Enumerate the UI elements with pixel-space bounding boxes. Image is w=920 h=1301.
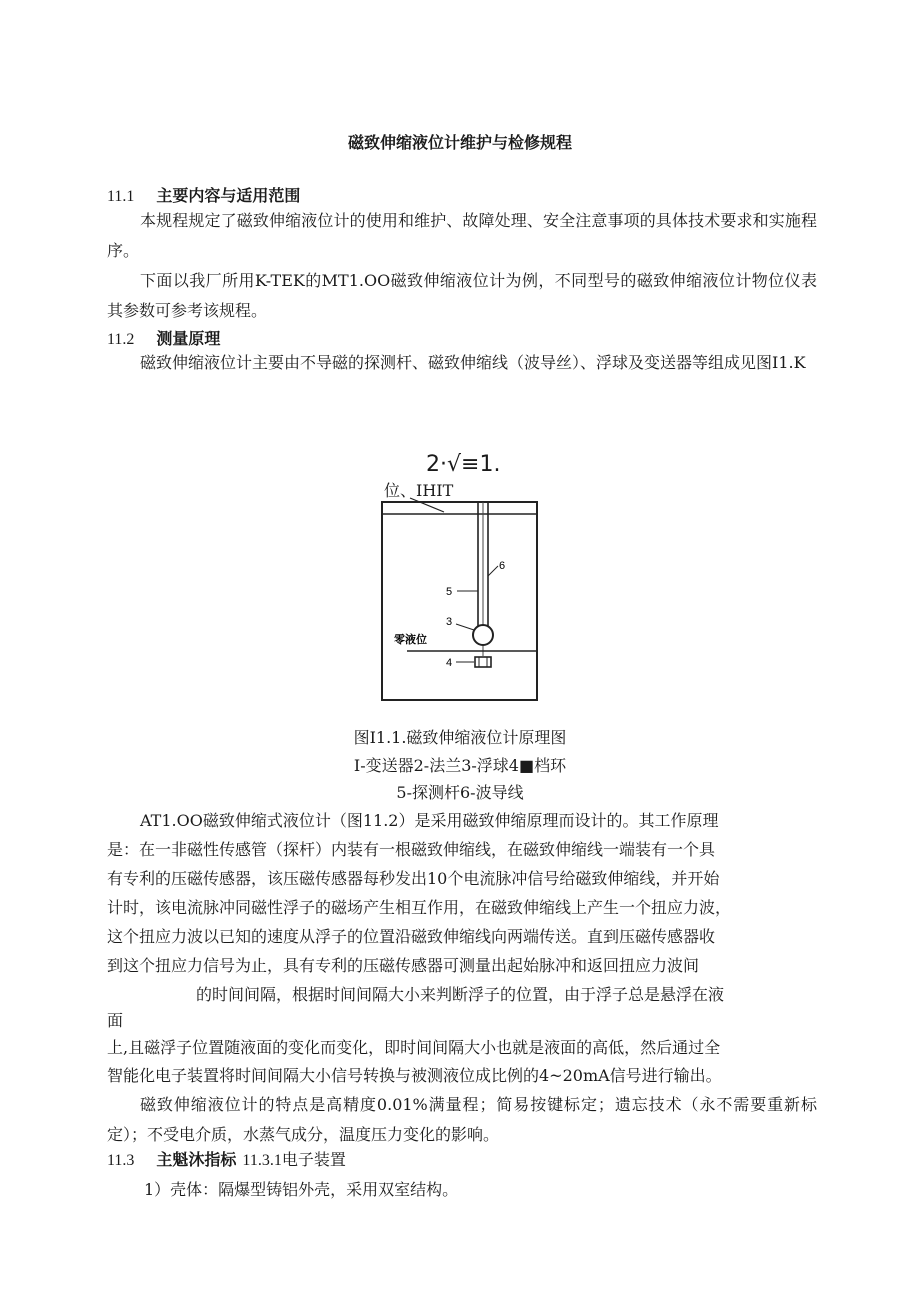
paragraph-example: 下面以我厂所用K-TEK的MT1.OO磁致伸缩液位计为例，不同型号的磁致伸缩液位计物位仪表其参数可参考该规程。 <box>107 271 817 320</box>
label-4: 4 <box>446 657 453 669</box>
paragraph-scope: 本规程规定了磁致伸缩液位计的使用和维护、故障处理、安全注意事项的具体技术要求和实施程序。 <box>107 211 817 260</box>
principle-line: 有专利的压磁传感器，该压磁传感器每秒发出10个电流脉冲信号给磁致伸缩线，并开始 <box>107 869 720 888</box>
subsection-title: 11.3.1电子装置 <box>242 1152 346 1169</box>
section-number: 11.3 <box>107 1152 135 1169</box>
principle-line: AT1.OO磁致伸缩式液位计（图11.2）是采用磁致伸缩原理而设计的。其工作原理 <box>140 811 719 830</box>
list-item-housing: 1）壳体：隔爆型铸铝外壳，采用双室结构。 <box>144 1180 459 1199</box>
figure-caption: 图I1.1.磁致伸缩液位计原理图 <box>353 728 567 747</box>
leader-3 <box>456 624 474 630</box>
section-heading-11-2 <box>107 326 220 349</box>
transmitter-leader <box>410 498 444 512</box>
principle-line: 上,且磁浮子位置随液面的变化而变化，即时间间隔大小也就是液面的高低，然后通过全 <box>107 1038 721 1057</box>
principle-line: 计时，该电流脉冲同磁性浮子的磁场产生相互作用，在磁致伸缩线上产生一个扭应力波， <box>107 898 732 917</box>
stop-ring <box>475 657 491 667</box>
section-title: 主要内容与适用范围 <box>156 186 301 205</box>
principle-line: 智能化电子装置将时间间隔大小信号转换与被测液位成比例的4~20mA信号进行输出。 <box>107 1066 722 1085</box>
label-6: 6 <box>499 560 506 572</box>
figure-top-text: 2·√≡1. <box>426 452 501 477</box>
principle-line: 的时间间隔，根据时间间隔大小来判断浮子的位置，由于浮子总是悬浮在液 <box>196 985 725 1004</box>
leader-6 <box>488 566 498 576</box>
float-ball <box>473 625 493 645</box>
document-title: 磁致伸缩液位计维护与检修规程 <box>347 133 572 152</box>
figure-legend-1: I-变送器2-法兰3-浮球4■档环 <box>353 756 567 775</box>
paragraph-features: 磁致伸缩液位计的特点是高精度0.01%满量程；简易按键标定；遗忘技术（永不需要重新标定）；不受电介质，水蒸气成分，温度压力变化的影响。 <box>107 1095 817 1144</box>
principle-line: 到这个扭应力信号为止，具有专利的压磁传感器可测量出起始脉冲和返回扭应力波间 <box>107 956 700 975</box>
section-title: 主魁沐指标 <box>156 1150 237 1169</box>
section-heading-11-3 <box>107 1147 346 1170</box>
label-5: 5 <box>446 586 453 598</box>
principle-line: 是：在一非磁性传感管（探杆）内装有一根磁致伸缩线，在磁致伸缩线一端装有一个具 <box>107 840 716 859</box>
principle-line: 面 <box>107 1011 124 1030</box>
section-title: 测量原理 <box>156 329 221 348</box>
level-gauge-diagram <box>370 496 550 706</box>
section-heading-11-1 <box>107 183 300 206</box>
section-number: 11.2 <box>107 331 135 348</box>
paragraph-principle-intro: 磁致伸缩液位计主要由不导磁的探测杆、磁致伸缩线（波导丝）、浮球及变送器等组成见图I1.K <box>140 353 806 372</box>
figure-legend-2: 5-探测杆6-波导线 <box>396 783 524 802</box>
principle-line: 这个扭应力波以已知的速度从浮子的位置沿磁致伸缩线向两端传送。直到压磁传感器收 <box>107 927 716 946</box>
label-zero-level: 零液位 <box>394 633 427 646</box>
tank-outline <box>382 502 537 700</box>
label-3: 3 <box>446 616 453 628</box>
section-number: 11.1 <box>107 188 135 205</box>
figure-sub-text: 位、IHIT <box>384 481 454 500</box>
